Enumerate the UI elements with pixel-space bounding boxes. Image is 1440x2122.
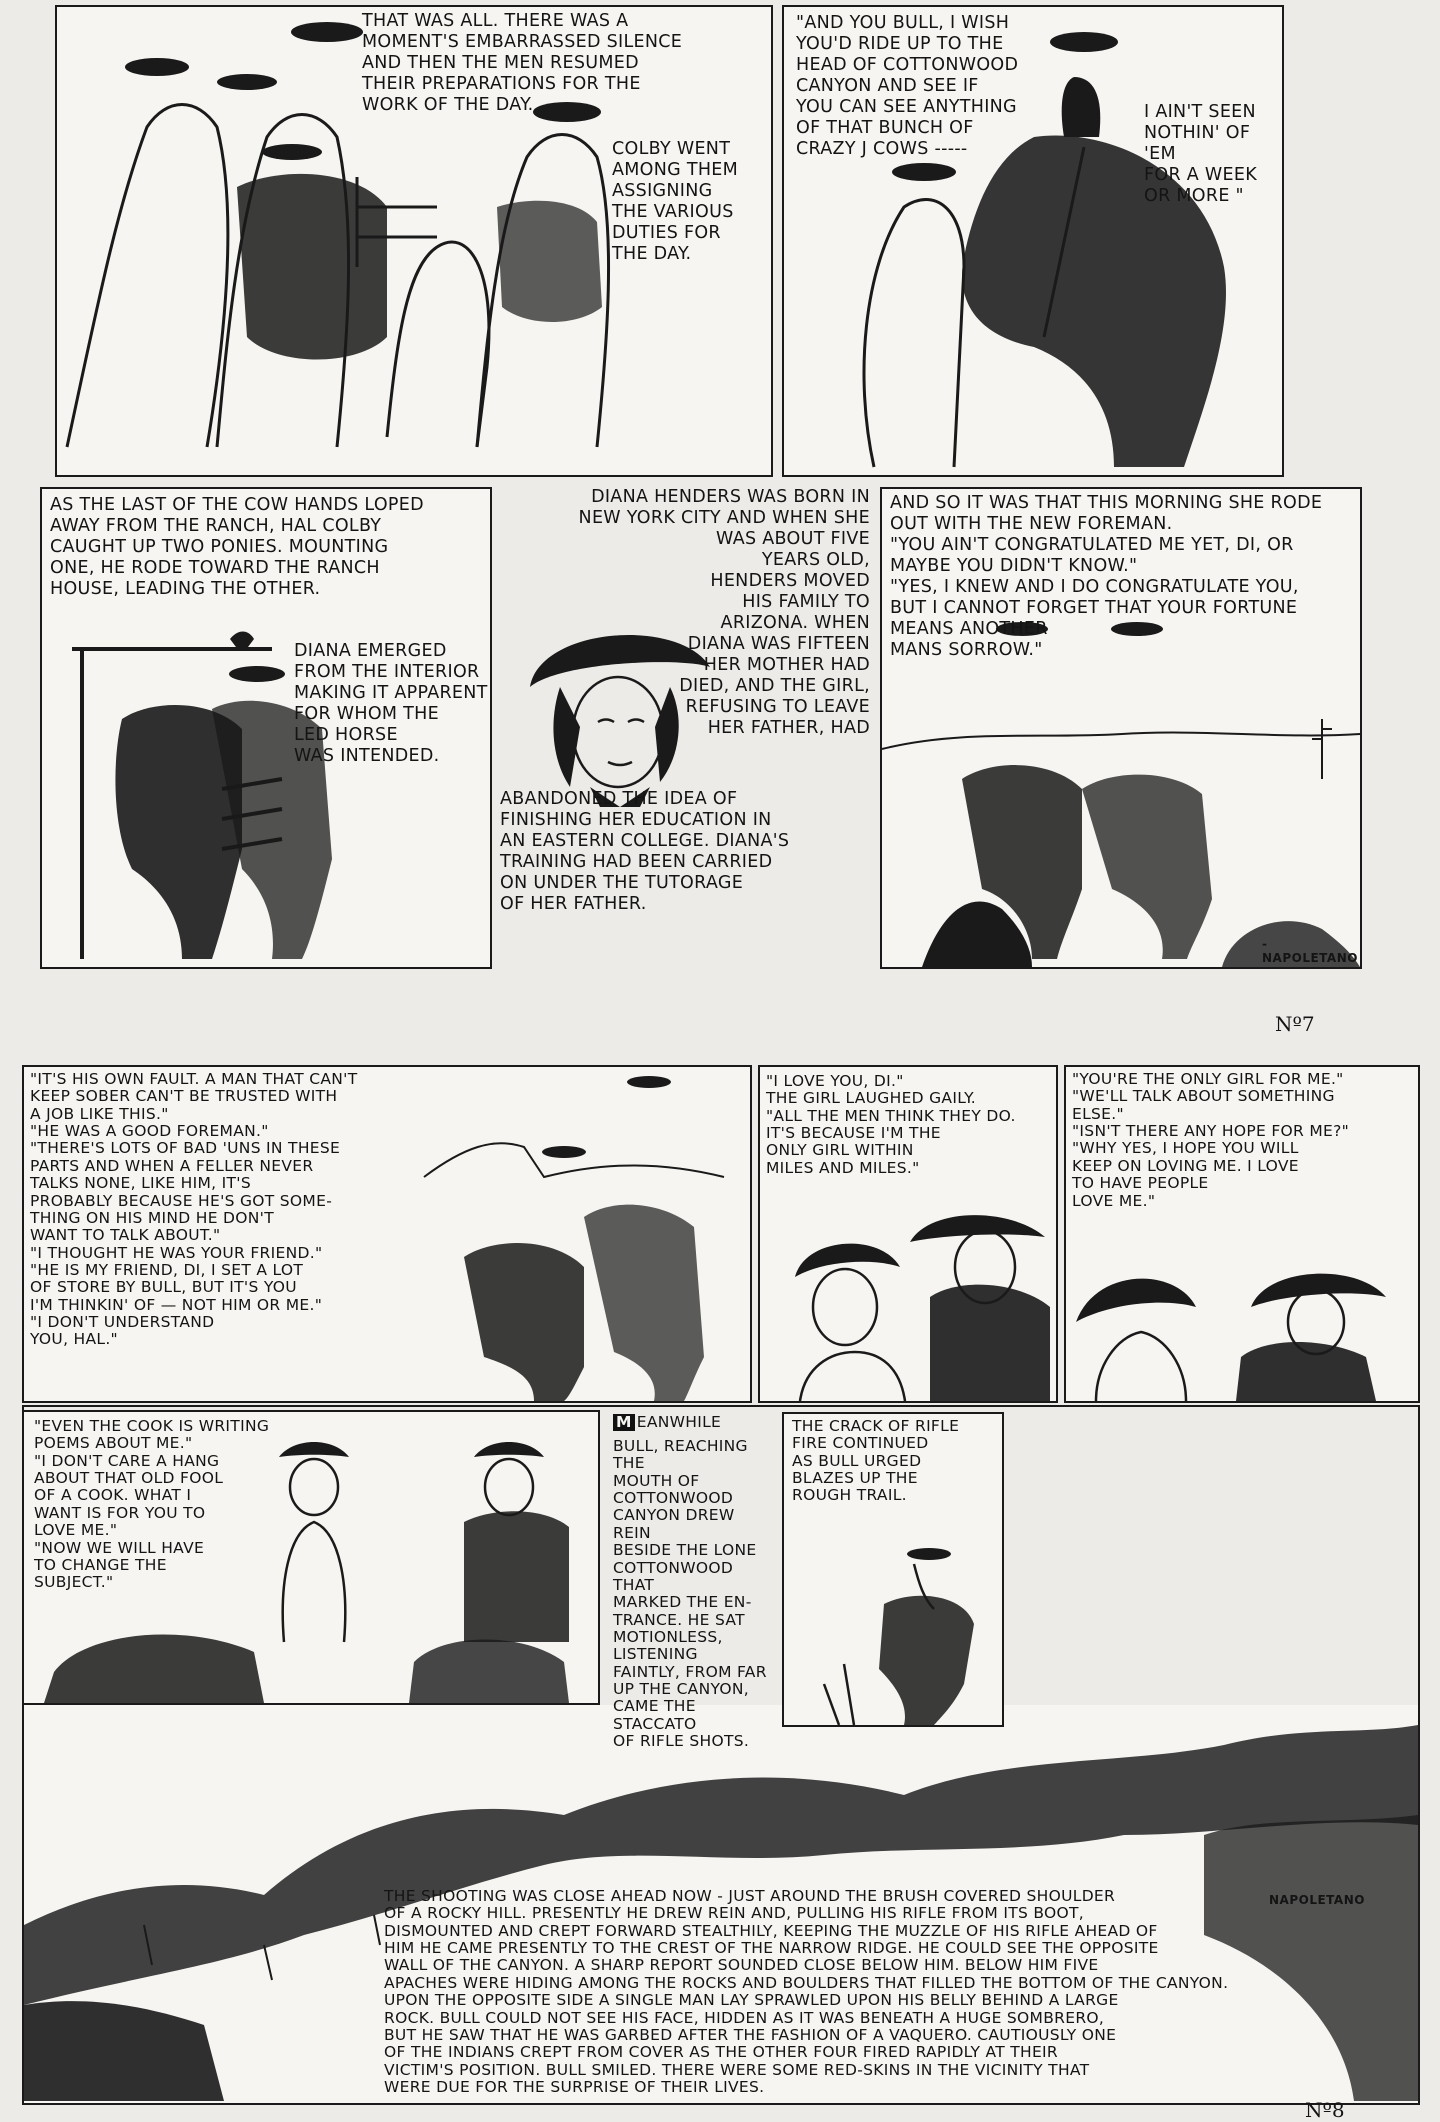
strip1-panel3	[40, 487, 492, 969]
strip2-panel7	[22, 1705, 1420, 2105]
panel3-caption-cowhands: AS THE LAST OF THE COW HANDS LOPED AWAY FROM THE RANCH, HAL COLBY CAUGHT UP TWO PONIES. MOUNTING ONE, HE RODE TOWARD THE RANCH HOUSE, LEADING THE OTHER.	[50, 495, 424, 599]
strip2-panel6	[782, 1412, 1004, 1727]
page-number-8: Nº8	[1305, 2098, 1345, 2122]
drop-cap: M	[613, 1414, 635, 1431]
artist-signature: -NAPOLETANO	[1262, 937, 1358, 965]
panel1-caption-silence: THAT WAS ALL. THERE WAS A MOMENT'S EMBARRASSED SILENCE AND THEN THE MEN RESUMED THEIR PREPARATIONS FOR THE WORK OF THE DAY.	[362, 11, 683, 115]
strip1-panel1	[55, 5, 773, 477]
panel12-caption-shooting: THE SHOOTING WAS CLOSE AHEAD NOW - JUST AROUND THE BRUSH COVERED SHOULDER OF A ROCKY HILL. PRESENTLY HE DREW REIN AND, PULLING HIS RIFLE FROM ITS BOOT, DISMOUNTED AND CREPT FORWARD STEALTHILY, KEEPING THE MUZZLE OF HIS RIFLE AHEAD OF HIM HE CAME PRESENTLY TO THE CREST OF THE NARROW RIDGE. HE COULD SEE THE OPPOSITE WALL OF THE CANYON. A SHARP REPORT SOUNDED CLOSE BELOW HIM. BELOW HIM FIVE APACHES WERE HIDING AMONG THE ROCKS AND BOULDERS THAT FILLED THE BOTTOM OF THE CANYON. UPON THE OPPOSITE SIDE A SINGLE MAN LAY SPRAWLED UPON HIS BELLY BEHIND A LARGE ROCK. BULL COULD NOT SEE HIS FACE, HIDDEN AS IT WAS BENEATH A HUGE SOMBRERO, BUT HE SAW THAT HE WAS GARBED AFTER THE FASHION OF A VAQUERO. CAUTIOUSLY ONE OF THE INDIANS CREPT FROM COVER AS THE OTHER FOUR FIRED RAPIDLY AT THEIR VICTIM'S POSITION. BULL SMILED. THERE WERE SOME RED-SKINS IN THE VICINITY THAT WERE DUE FOR THE SURPRISE OF THEIR LIVES.	[384, 1887, 1229, 2096]
strip2-panel5	[605, 1410, 773, 1751]
panel6-speech-hal-di: "IT'S HIS OWN FAULT. A MAN THAT CAN'T KEEP SOBER CAN'T BE TRUSTED WITH A JOB LIKE THIS." "HE WAS A GOOD FOREMAN." "THERE'S LOTS OF BAD 'UNS IN THESE PARTS AND WHEN A FELLER NEVER TALKS NONE, LIKE HIM, IT'S PROBABLY BECAUSE HE'S GOT SOME- THING ON HIS MIND HE DON'T WANT TO TALK ABOUT." "I THOUGHT HE WAS YOUR FRIEND." "HE IS MY FRIEND, DI, I SET A LOT OF STORE BY BULL, BUT IT'S YOU I'M THINKIN' OF — NOT HIM OR ME." "I DON'T UNDERSTAND YOU, HAL."	[30, 1070, 358, 1349]
panel4-caption-education: ABANDONED THE IDEA OF FINISHING HER EDUCATION IN AN EASTERN COLLEGE. DIANA'S TRAINING HAD BEEN CARRIED ON UNDER THE TUTORAGE OF HER FATHER.	[500, 789, 790, 914]
page-number-7: Nº7	[1275, 1012, 1315, 1036]
panel10-caption-meanwhile	[613, 1414, 721, 1431]
meanwhile-lead: EANWHILE	[636, 1413, 722, 1431]
panel1-caption-colby: COLBY WENT AMONG THEM ASSIGNING THE VARIOUS DUTIES FOR THE DAY.	[612, 139, 739, 264]
panel3-caption-diana: DIANA EMERGED FROM THE INTERIOR MAKING IT APPARENT FOR WHOM THE LED HORSE WAS INTENDED.	[294, 641, 488, 766]
strip2-panel4	[22, 1410, 600, 1705]
strip2-panel1	[22, 1065, 752, 1403]
panel2-speech-foreman: "AND YOU BULL, I WISH YOU'D RIDE UP TO THE HEAD OF COTTONWOOD CANYON AND SEE IF YOU CAN SEE ANYTHING OF THAT BUNCH OF CRAZY J COWS -----	[796, 13, 1019, 159]
strip2-panel2	[758, 1065, 1058, 1403]
panel8-speech-only-girl: "YOU'RE THE ONLY GIRL FOR ME." "WE'LL TALK ABOUT SOMETHING ELSE." "ISN'T THERE ANY HOPE FOR ME?" "WHY YES, I HOPE YOU WILL KEEP ON LOVING ME. I LOVE TO HAVE PEOPLE LOVE ME."	[1072, 1070, 1350, 1210]
panel10-caption-bull-canyon: BULL, REACHING THE MOUTH OF COTTONWOOD CANYON DREW REIN BESIDE THE LONE COTTONWOOD THAT MARKED THE EN- TRANCE. HE SAT MOTIONLESS, LISTENING FAINTLY, FROM FAR UP THE CANYON, CAME THE STACCATO OF RIFLE SHOTS.	[613, 1437, 767, 1751]
panel2-speech-bull: I AIN'T SEEN NOTHIN' OF 'EM FOR A WEEK OR MORE "	[1144, 102, 1257, 206]
strip1-panel4	[500, 487, 872, 969]
strip1-panel2	[782, 5, 1284, 477]
panel11-caption-rifle-fire: THE CRACK OF RIFLE FIRE CONTINUED AS BULL URGED BLAZES UP THE ROUGH TRAIL.	[792, 1417, 960, 1505]
strip2-panel3	[1064, 1065, 1420, 1403]
strip1-panel5	[880, 487, 1362, 969]
panel4-caption-henders: DIANA HENDERS WAS BORN IN NEW YORK CITY AND WHEN SHE WAS ABOUT FIVE YEARS OLD, HENDERS MOVED HIS FAMILY TO ARIZONA. WHEN DIANA WAS FIFTEEN HER MOTHER HAD DIED, AND THE GIRL, REFUSING TO LEAVE HER FATHER, HAD	[578, 487, 870, 738]
panel9-speech-cook: "EVEN THE COOK IS WRITING POEMS ABOUT ME." "I DON'T CARE A HANG ABOUT THAT OLD FOOL OF A COOK. WHAT I WANT IS FOR YOU TO LOVE ME." "NOW WE WILL HAVE TO CHANGE THE SUBJECT."	[34, 1417, 270, 1592]
artist-signature-2: NAPOLETANO	[1269, 1893, 1365, 1907]
panel7-speech-love: "I LOVE YOU, DI." THE GIRL LAUGHED GAILY. "ALL THE MEN THINK THEY DO. IT'S BECAUSE I'M THE ONLY GIRL WITHIN MILES AND MILES."	[766, 1072, 1016, 1177]
panel5-caption-new-foreman: AND SO IT WAS THAT THIS MORNING SHE RODE OUT WITH THE NEW FOREMAN. "YOU AIN'T CONGRATULATED ME YET, DI, OR MAYBE YOU DIDN'T KNOW." "YES, I KNEW AND I DO CONGRATULATE YOU, BUT I CANNOT FORGET THAT YOUR FORTUNE MEANS ANOTHER MANS SORROW."	[890, 493, 1323, 660]
